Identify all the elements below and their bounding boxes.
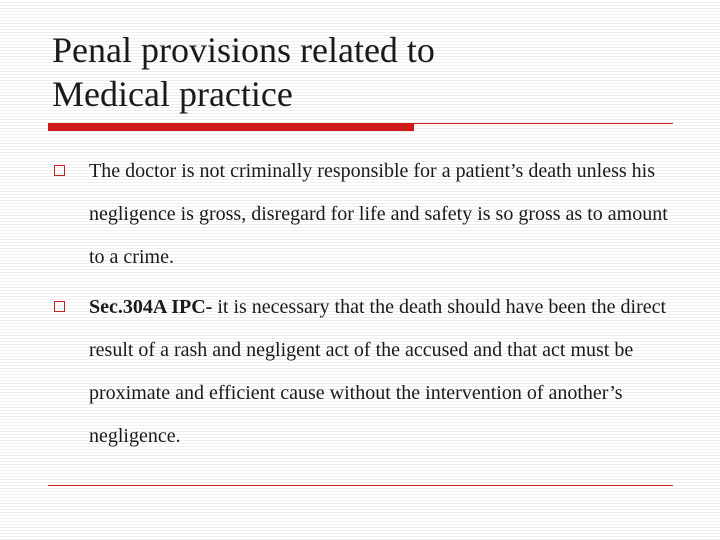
footer-rule (48, 485, 673, 486)
title-underline-thick (48, 123, 414, 131)
bullet-text: The doctor is not criminally responsible for a patient’s death unless his negligence is gross, disregard for life and safety is so gross as to amount to a crime. (89, 160, 668, 268)
slide-title-line-2: Medical practice (52, 74, 293, 114)
slide-title (52, 28, 672, 116)
bullet-item-criminal-responsibility (52, 150, 672, 279)
hollow-square-bullet-icon (54, 301, 65, 312)
bullet-list (52, 150, 672, 465)
hollow-square-bullet-icon (54, 165, 65, 176)
bullet-item-sec-304a (52, 286, 672, 458)
bullet-text: it is necessary that the death should have been the direct result of a rash and negligent act of the accused and that act must be proximate and efficient cause without the intervention of another’s negligence. (89, 296, 667, 447)
slide-title-line-1: Penal provisions related to (52, 30, 435, 70)
bullet-bold-lead: Sec.304A IPC- (89, 296, 213, 318)
